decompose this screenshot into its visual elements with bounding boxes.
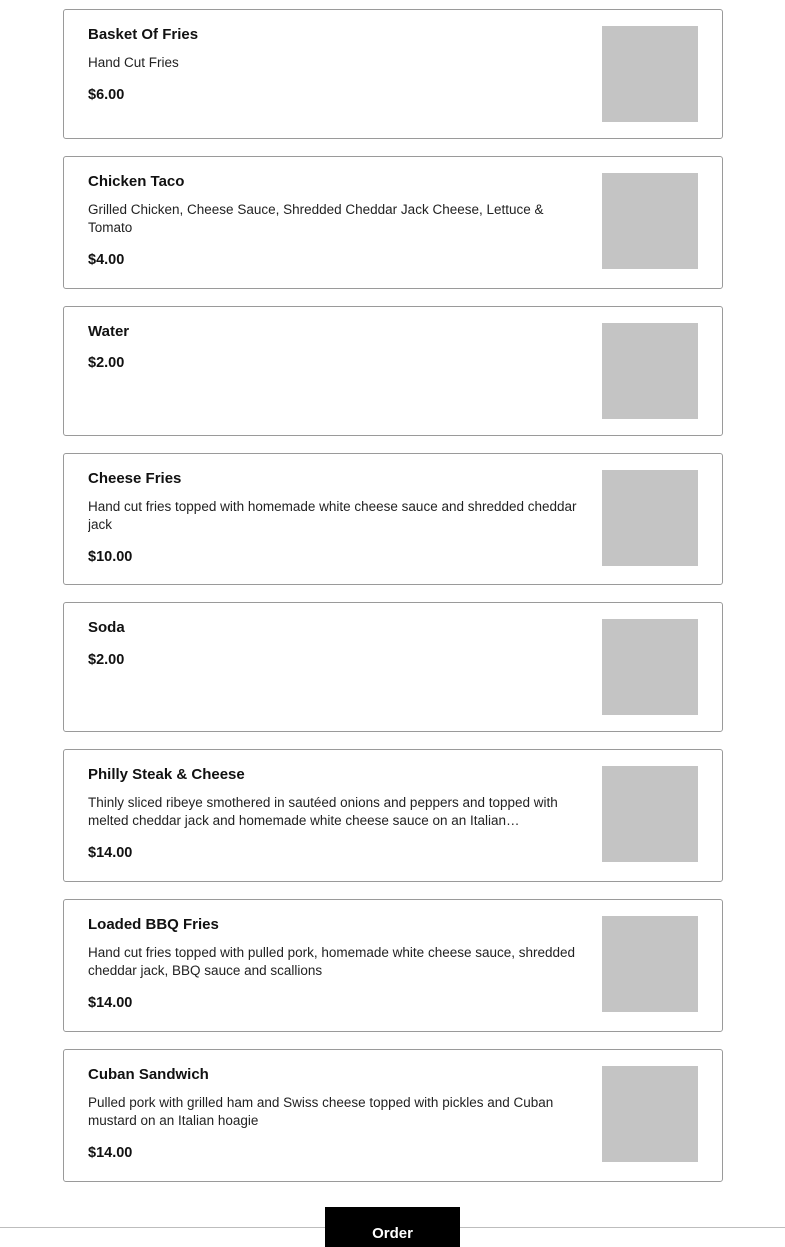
menu-item-details	[88, 916, 586, 1012]
menu-item-card[interactable]	[63, 899, 723, 1032]
menu-item-card[interactable]	[63, 156, 723, 289]
menu-item-details	[88, 1066, 586, 1162]
menu-item-price: $4.00	[88, 252, 125, 268]
menu-item-name: Water	[88, 323, 130, 340]
menu-item-card[interactable]	[63, 9, 723, 139]
menu-item-description: Hand Cut Fries	[88, 55, 179, 70]
menu-item-name: Philly Steak & Cheese	[88, 766, 245, 783]
menu-item-name: Cheese Fries	[88, 470, 182, 487]
menu-item-description: Hand cut fries topped with pulled pork, homemade white cheese sauce, shredded cheddar jack, BBQ sauce and scallions	[88, 945, 576, 978]
menu-item-name: Soda	[88, 619, 125, 636]
menu-item-card[interactable]	[63, 602, 723, 732]
menu-item-details	[88, 470, 586, 566]
menu-item-description: Hand cut fries topped with homemade white cheese sauce and shredded cheddar jack	[88, 499, 577, 532]
menu-item-image-placeholder	[602, 916, 698, 1012]
menu-item-card[interactable]	[63, 1049, 723, 1182]
menu-item-image-placeholder	[602, 26, 698, 122]
menu-item-price: $2.00	[88, 652, 125, 668]
menu-item-price: $14.00	[88, 845, 133, 861]
menu-item-details	[88, 619, 586, 669]
menu-item-price: $6.00	[88, 87, 125, 103]
menu-item-image-placeholder	[602, 1066, 698, 1162]
menu-item-name: Basket Of Fries	[88, 26, 199, 43]
menu-item-image-placeholder	[602, 173, 698, 269]
menu-item-description: Pulled pork with grilled ham and Swiss cheese topped with pickles and Cuban mustard on an Italian hoagie	[88, 1095, 554, 1128]
menu-item-name: Cuban Sandwich	[88, 1066, 209, 1083]
menu-item-price: $14.00	[88, 1145, 133, 1161]
order-button[interactable]: Order	[325, 1207, 460, 1247]
menu-item-card[interactable]	[63, 453, 723, 585]
menu-item-details	[88, 323, 586, 372]
menu-item-name: Loaded BBQ Fries	[88, 916, 219, 933]
menu-item-name: Chicken Taco	[88, 173, 185, 190]
menu-item-card[interactable]	[63, 749, 723, 882]
menu-item-list	[63, 9, 723, 1199]
menu-item-description: Thinly sliced ribeye smothered in sautéed onions and peppers and topped with melted cheddar jack and homemade white cheese sauce on an Italian…	[88, 795, 558, 828]
menu-item-price: $10.00	[88, 549, 133, 565]
menu-item-price: $14.00	[88, 995, 133, 1011]
menu-item-details	[88, 173, 586, 269]
menu-item-details	[88, 766, 586, 862]
menu-item-details	[88, 26, 586, 104]
menu-item-description: Grilled Chicken, Cheese Sauce, Shredded Cheddar Jack Cheese, Lettuce & Tomato	[88, 202, 544, 235]
menu-item-image-placeholder	[602, 766, 698, 862]
menu-item-price: $2.00	[88, 355, 125, 371]
menu-item-card[interactable]	[63, 306, 723, 436]
menu-item-image-placeholder	[602, 323, 698, 419]
menu-item-image-placeholder	[602, 470, 698, 566]
menu-item-image-placeholder	[602, 619, 698, 715]
